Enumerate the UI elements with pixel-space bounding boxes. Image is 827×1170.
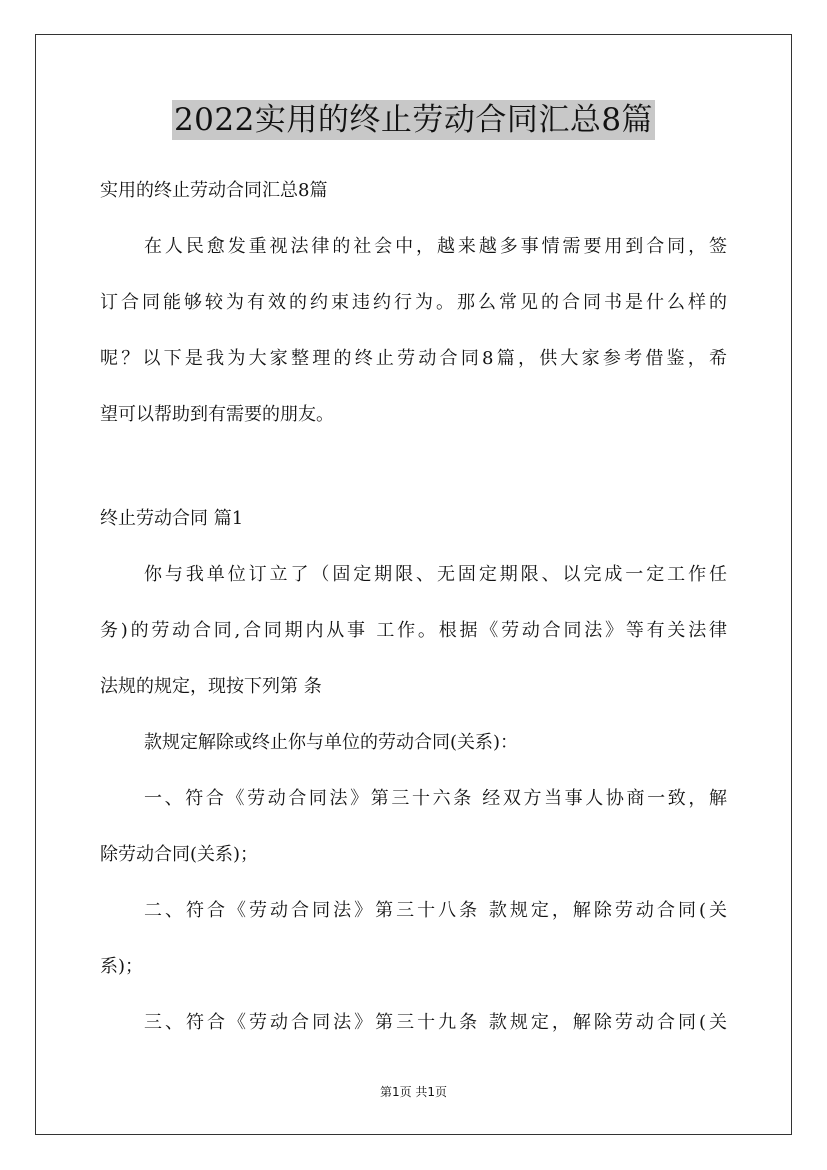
section-line: 除劳动合同(关系)； (100, 844, 259, 865)
section-line: 务)的劳动合同,合同期内从事 工作。根据《劳动合同法》等有关法律 (100, 620, 727, 641)
title-container (0, 100, 827, 140)
page-number-label: 第1页 共1页 (379, 1085, 448, 1099)
section-line: 三、符合《劳动合同法》第三十九条 款规定，解除劳动合同(关 (144, 1012, 727, 1033)
section-line: 法规的规定，现按下列第 条 (100, 676, 322, 697)
intro-line: 在人民愈发重视法律的社会中，越来越多事情需要用到合同，签 (144, 236, 727, 257)
page-footer (0, 1083, 827, 1100)
section-line: 系)； (100, 956, 144, 977)
document-subtitle: 实用的终止劳动合同汇总8篇 (100, 180, 328, 201)
document-title: 2022实用的终止劳动合同汇总8篇 (173, 102, 654, 138)
section-line: 你与我单位订立了（固定期限、无固定期限、以完成一定工作任 (144, 564, 727, 585)
section-line: 款规定解除或终止你与单位的劳动合同(关系)： (144, 732, 519, 753)
intro-line: 订合同能够较为有效的约束违约行为。那么常见的合同书是什么样的 (100, 292, 727, 313)
intro-line: 呢？以下是我为大家整理的终止劳动合同8篇，供大家参考借鉴，希 (100, 348, 727, 369)
section-line: 一、符合《劳动合同法》第三十六条 经双方当事人协商一致，解 (144, 788, 727, 809)
section-line: 二、符合《劳动合同法》第三十八条 款规定，解除劳动合同(关 (144, 900, 727, 921)
intro-line: 望可以帮助到有需要的朋友。 (100, 404, 334, 425)
section-heading: 终止劳动合同 篇1 (100, 508, 244, 529)
